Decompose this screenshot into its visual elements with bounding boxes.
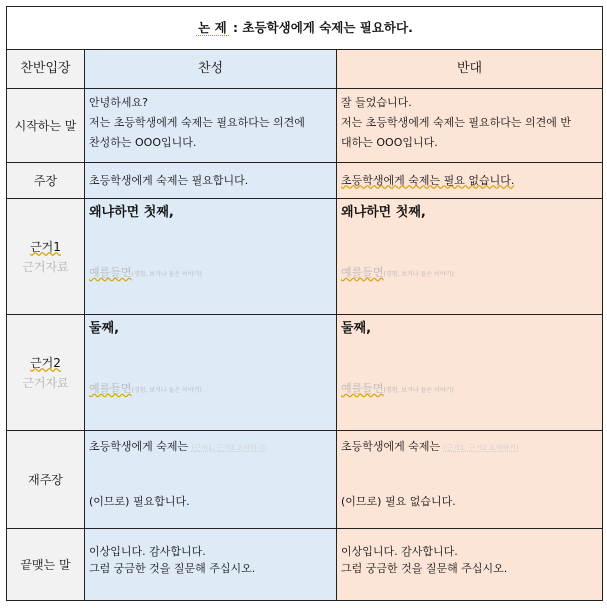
restate-con-blank: (근거1, 근거2 요약하기) — [443, 444, 519, 452]
reason2-pro-text: 둘째, — [89, 321, 120, 336]
header-pro: 찬성 — [85, 50, 337, 89]
closing-con-line: 그럼 궁금한 것을 질문해 주십시오. — [341, 562, 508, 575]
opening-label: 시작하는 말 — [7, 89, 85, 163]
opening-con-line: 대하는 OOO입니다. — [341, 136, 438, 149]
restate-pro-line1: 초등학생에게 숙제는 (근거1, 근거2 요약하기) — [89, 440, 267, 453]
opening-row — [7, 89, 603, 163]
restate-label: 재주장 — [7, 431, 85, 529]
restate-row — [7, 431, 603, 529]
reason1-pro-text: 왜냐하면 첫째, — [89, 205, 174, 220]
header-position: 찬반입장 — [7, 50, 85, 89]
closing-pro-line: 그럼 궁금한 것을 질문해 주십시오. — [89, 562, 256, 575]
reason1-label-cell — [7, 199, 85, 315]
opening-pro-line: 저는 초등학생에게 숙제는 필요하다는 의견에 — [89, 116, 305, 129]
reason1-label: 근거1 — [30, 239, 61, 254]
opening-con-line: 잘 들었습니다. — [341, 96, 412, 109]
restate-pro-blank: (근거1, 근거2 요약하기) — [191, 444, 267, 452]
topic-separator: : — [233, 20, 239, 35]
topic-title — [7, 7, 603, 50]
opening-pro — [85, 89, 337, 163]
closing-con — [337, 529, 603, 601]
reason1-con-hint: 예를들면(경험, 보거나 들은 이야기) — [341, 266, 454, 279]
reason2-pro — [85, 315, 337, 431]
claim-row — [7, 163, 603, 199]
claim-label: 주장 — [7, 163, 85, 199]
topic-label: 논 제 — [198, 20, 227, 35]
restate-pro — [85, 431, 337, 529]
restate-con-line1: 초등학생에게 숙제는 (근거1, 근거2 요약하기) — [341, 440, 519, 453]
closing-pro-line: 이상입니다. 감사합니다. — [89, 545, 206, 558]
reason1-sublabel: 근거자료 — [22, 259, 69, 274]
restate-con-line2: (이므로) 필요 없습니다. — [341, 495, 456, 508]
reason2-label-cell — [7, 315, 85, 431]
reason1-row — [7, 199, 603, 315]
reason1-con-text: 왜냐하면 첫째, — [341, 205, 426, 220]
restate-con — [337, 431, 603, 529]
claim-pro-text: 초등학생에게 숙제는 필요합니다. — [89, 173, 249, 187]
reason1-con — [337, 199, 603, 315]
reason1-pro-hint: 예를들면(경험, 보거나 들은 이야기) — [89, 266, 202, 279]
closing-row — [7, 529, 603, 601]
debate-worksheet — [6, 6, 602, 603]
opening-pro-line: 찬성하는 OOO입니다. — [89, 136, 197, 149]
topic-text: 초등학생에게 숙제는 필요하다. — [242, 20, 413, 35]
reason2-sublabel: 근거자료 — [22, 375, 69, 390]
opening-con — [337, 89, 603, 163]
reason2-con-hint: 예를들면(경험, 보거나 들은 이야기) — [341, 382, 454, 395]
reason2-con-text: 둘째, — [341, 321, 372, 336]
reason2-pro-hint: 예를들면(경험, 보거나 들은 이야기) — [89, 382, 202, 395]
debate-table — [6, 6, 603, 601]
claim-pro — [85, 163, 337, 199]
opening-con-line: 저는 초등학생에게 숙제는 필요하다는 의견에 반 — [341, 116, 572, 129]
claim-con — [337, 163, 603, 199]
header-con: 반대 — [337, 50, 603, 89]
reason2-label: 근거2 — [30, 355, 61, 370]
title-row — [7, 7, 603, 50]
closing-con-line: 이상입니다. 감사합니다. — [341, 545, 458, 558]
reason2-row — [7, 315, 603, 431]
reason1-pro — [85, 199, 337, 315]
header-row — [7, 50, 603, 89]
claim-con-text: 초등학생에게 숙제는 필요 없습니다. — [341, 173, 515, 187]
opening-pro-line: 안녕하세요? — [89, 96, 148, 109]
closing-label: 끝맺는 말 — [7, 529, 85, 601]
closing-pro — [85, 529, 337, 601]
restate-pro-line2: (이므로) 필요합니다. — [89, 495, 190, 508]
reason2-con — [337, 315, 603, 431]
